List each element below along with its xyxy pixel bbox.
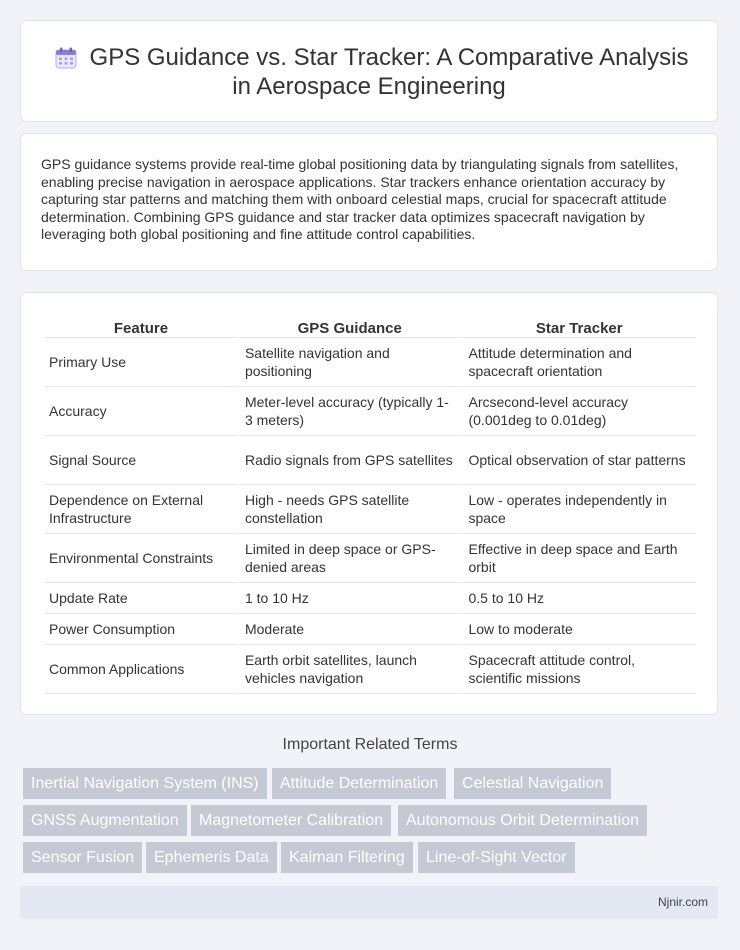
table-row — [45, 387, 696, 436]
table-row — [45, 436, 696, 485]
column-header-star: Star Tracker — [462, 315, 696, 338]
table-cell: High - needs GPS satellite constellation — [239, 485, 461, 534]
term-tag-kalman-filtering[interactable]: Kalman Filtering — [281, 842, 413, 873]
page-title-line-1: GPS Guidance vs. Star Tracker: A Comparative Analysis — [89, 44, 689, 71]
term-tag-magnetometer-calibration[interactable]: Magnetometer Calibration — [191, 805, 391, 836]
table-cell: Accuracy — [45, 387, 237, 436]
table-row — [45, 645, 696, 694]
table-cell: Attitude determination and spacecraft orientation — [462, 338, 696, 387]
table-cell: Low - operates independently in space — [462, 485, 696, 534]
term-tag-sensor-fusion[interactable]: Sensor Fusion — [23, 842, 142, 873]
table-cell: Earth orbit satellites, launch vehicles navigation — [239, 645, 461, 694]
term-tag-ins[interactable]: Inertial Navigation System (INS) — [23, 768, 267, 799]
comparison-table-card — [20, 292, 718, 715]
table-row — [45, 485, 696, 534]
table-cell: Radio signals from GPS satellites — [239, 436, 461, 485]
table-cell: Environmental Constraints — [45, 534, 237, 583]
header-card — [20, 20, 718, 122]
table-cell: Dependence on External Infrastructure — [45, 485, 237, 534]
table-cell: Limited in deep space or GPS-denied areas — [239, 534, 461, 583]
table-cell: Signal Source — [45, 436, 237, 485]
table-cell: Low to moderate — [462, 614, 696, 645]
table-cell: Optical observation of star patterns — [462, 436, 696, 485]
footer-brand[interactable]: Njnir.com — [657, 895, 708, 909]
term-tag-line-of-sight-vector[interactable]: Line-of-Sight Vector — [418, 842, 575, 873]
column-header-feature: Feature — [45, 315, 237, 338]
comparison-table — [43, 315, 698, 694]
table-row — [45, 534, 696, 583]
related-terms-title: Important Related Terms — [282, 736, 458, 753]
table-cell: Common Applications — [45, 645, 237, 694]
table-cell: 0.5 to 10 Hz — [462, 583, 696, 614]
column-header-gps: GPS Guidance — [239, 315, 461, 338]
table-header-row — [45, 315, 696, 338]
page-title — [21, 43, 717, 101]
table-cell: Effective in deep space and Earth orbit — [462, 534, 696, 583]
table-cell: Meter-level accuracy (typically 1-3 meters) — [239, 387, 461, 436]
term-tag-ephemeris-data[interactable]: Ephemeris Data — [146, 842, 277, 873]
table-row — [45, 614, 696, 645]
table-cell: Spacecraft attitude control, scientific missions — [462, 645, 696, 694]
table-cell: Moderate — [239, 614, 461, 645]
page-title-line-2: in Aerospace Engineering — [232, 73, 506, 100]
term-tag-celestial-navigation[interactable]: Celestial Navigation — [454, 768, 611, 799]
term-tag-attitude-determination[interactable]: Attitude Determination — [272, 768, 446, 799]
table-cell: Arcsecond-level accuracy (0.001deg to 0.01deg) — [462, 387, 696, 436]
table-cell: Power Consumption — [45, 614, 237, 645]
table-row — [45, 583, 696, 614]
table-cell: Update Rate — [45, 583, 237, 614]
table-row — [45, 338, 696, 387]
intro-paragraph: GPS guidance systems provide real-time global positioning data by triangulating signals from satellites, enabling precise navigation in aerospace applications. Star trackers enhance orientation accuracy by capturing star patterns and matching them with onboard celestial maps, crucial for spacecraft attitude determination. Combining GPS guidance and star tracker data optimizes spacecraft navigation by leveraging both global positioning and fine attitude control capabilities. — [41, 156, 679, 242]
term-tag-autonomous-orbit-determination[interactable]: Autonomous Orbit Determination — [398, 805, 647, 836]
table-cell: 1 to 10 Hz — [239, 583, 461, 614]
footer — [20, 886, 718, 919]
table-cell: Primary Use — [45, 338, 237, 387]
table-cell: Satellite navigation and positioning — [239, 338, 461, 387]
term-tag-gnss-augmentation[interactable]: GNSS Augmentation — [23, 805, 187, 836]
intro-card — [20, 133, 718, 271]
